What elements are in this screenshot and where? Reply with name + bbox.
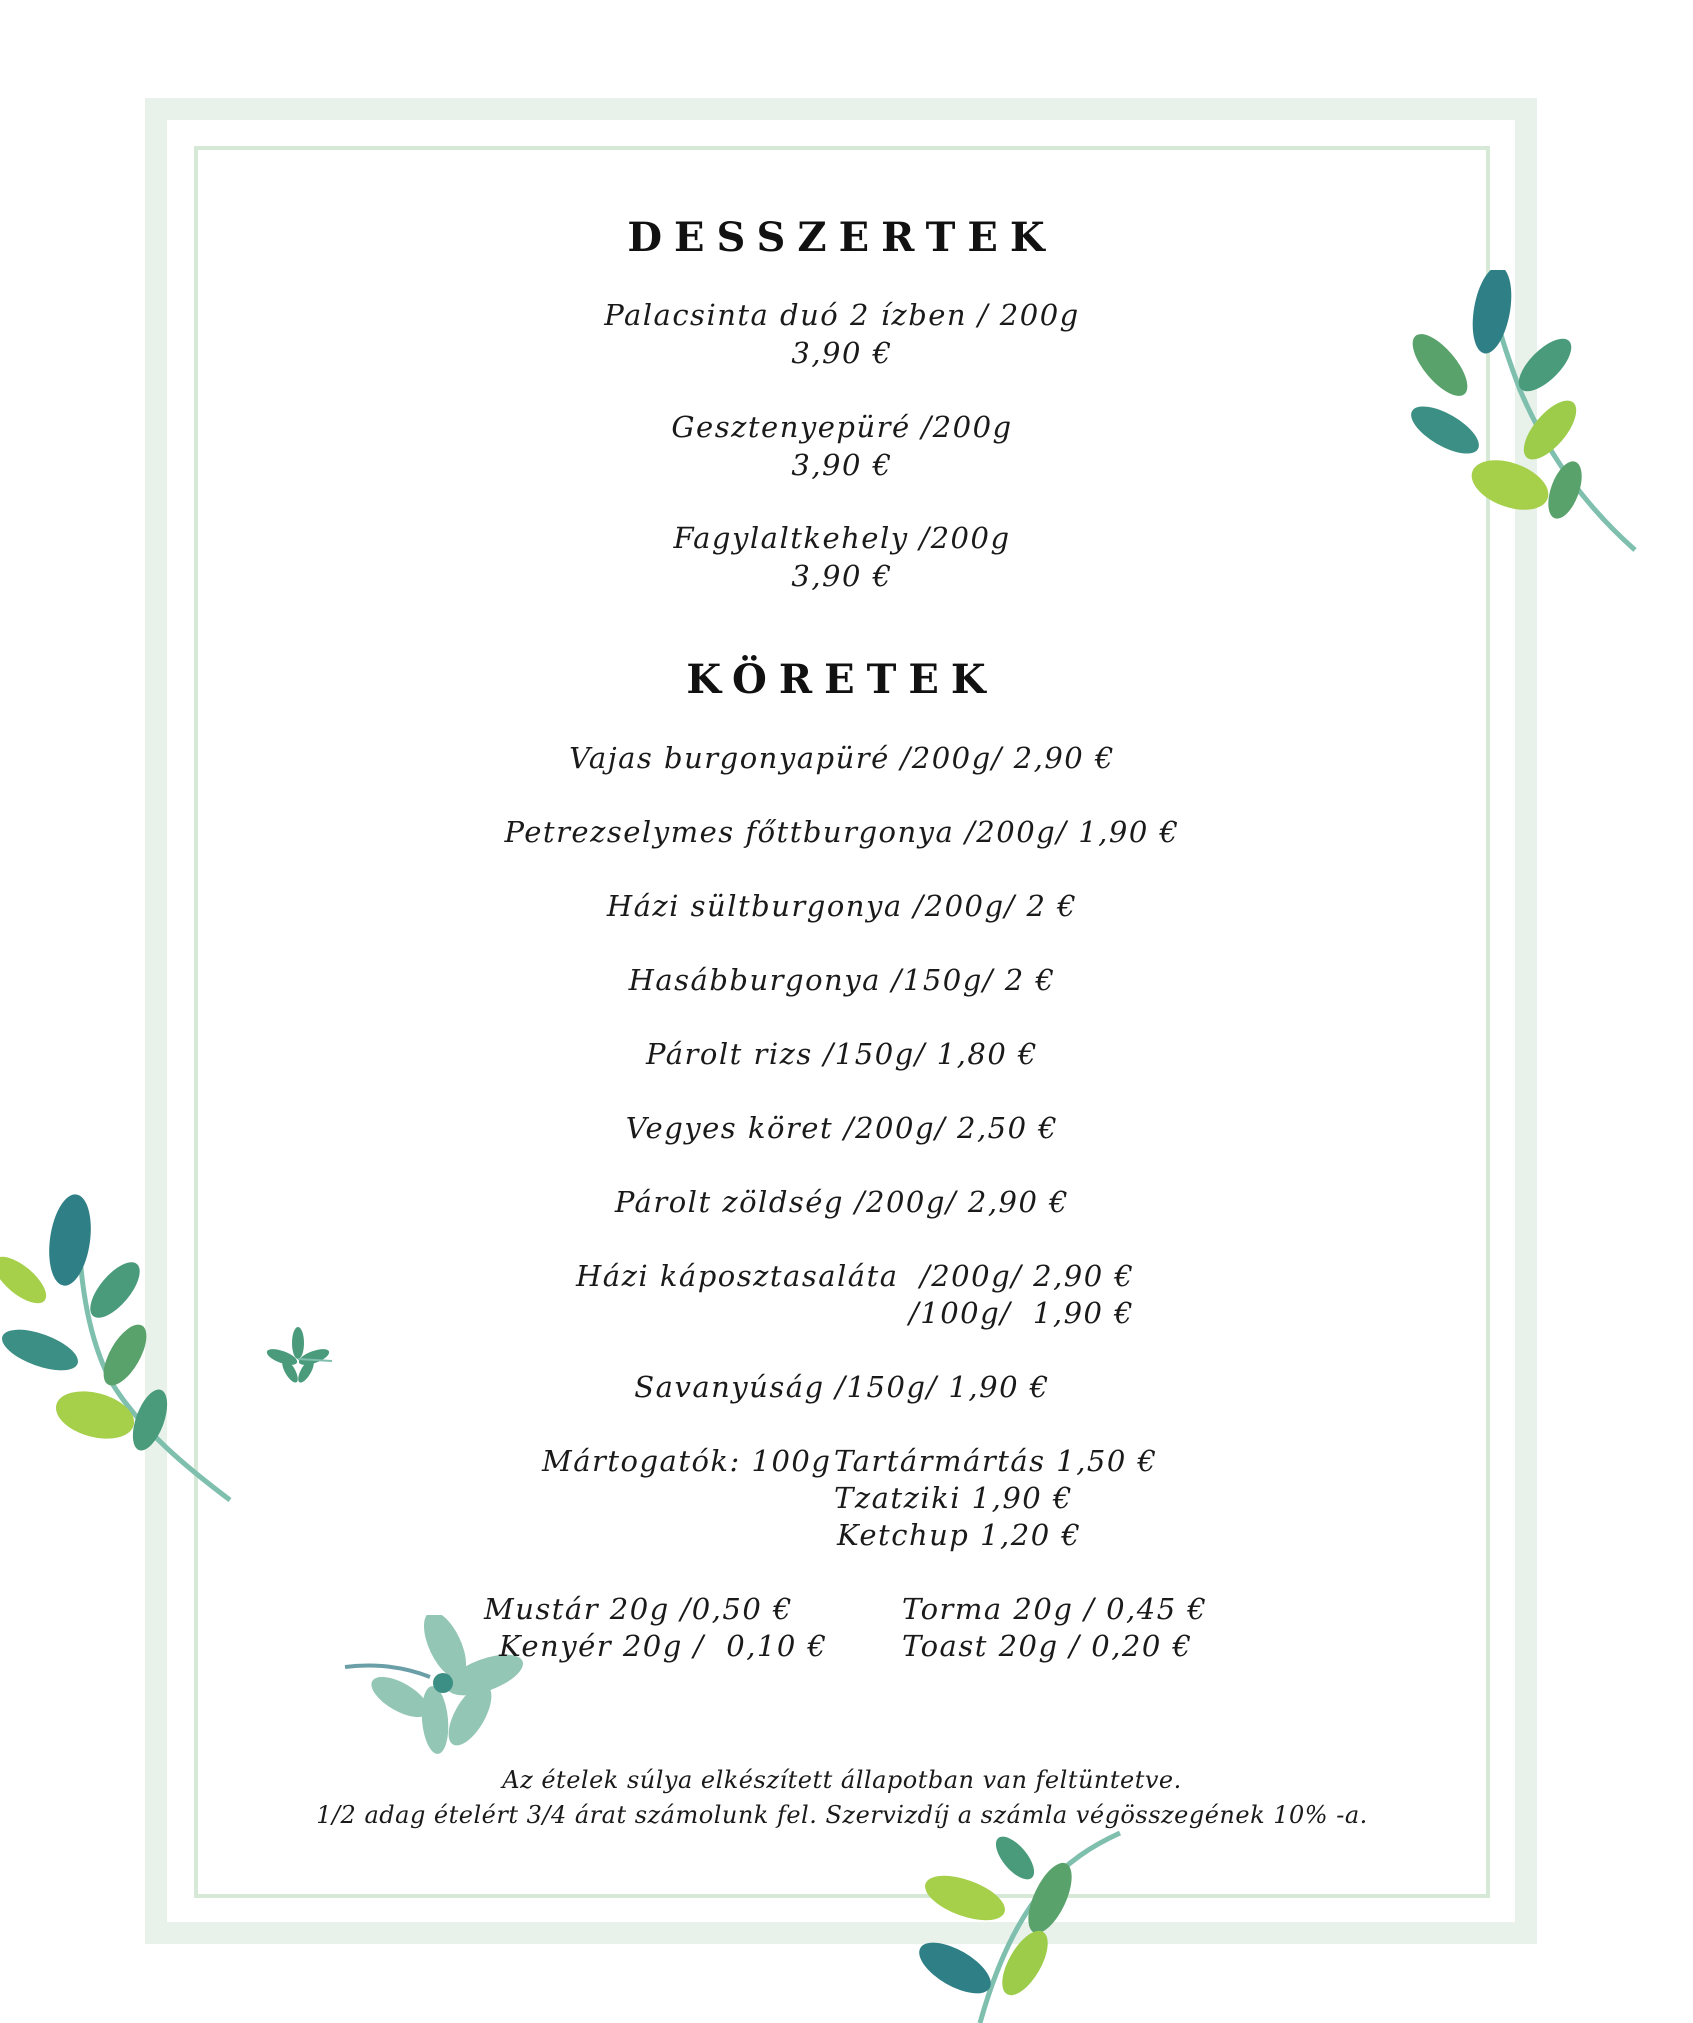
side-item: Házi sültburgonya /200g/ 2 € xyxy=(606,889,1078,923)
dips-label: Mártogatók: 100g xyxy=(542,1444,832,1478)
side-item: Párolt rizs /150g/ 1,80 € xyxy=(646,1037,1038,1071)
extra-item: Toast 20g / 0,20 € xyxy=(902,1629,1193,1663)
dessert-item-name: Gesztenyepüré /200g xyxy=(671,410,1013,444)
cabbage-salad-line: Házi káposztasaláta /200g/ 2,90 € xyxy=(576,1259,1135,1293)
extra-item: Kenyér 20g / 0,10 € xyxy=(499,1629,828,1663)
side-item: Vajas burgonyapüré /200g/ 2,90 € xyxy=(569,741,1115,775)
dessert-item-name: Palacsinta duó 2 ízben / 200g xyxy=(604,298,1080,332)
side-item: Vegyes köret /200g/ 2,50 € xyxy=(625,1111,1059,1145)
pickles-item: Savanyúság /150g/ 1,90 € xyxy=(634,1370,1050,1404)
desserts-title: DESSZERTEK xyxy=(627,214,1057,261)
sides-title: KÖRETEK xyxy=(686,656,998,703)
cabbage-salad-half: /100g/ 1,90 € xyxy=(909,1296,1135,1330)
footnote-line: Az ételek súlya elkészített állapotban van feltüntetve. xyxy=(502,1766,1182,1794)
side-item: Párolt zöldség /200g/ 2,90 € xyxy=(614,1185,1070,1219)
dessert-item-name: Fagylaltkehely /200g xyxy=(673,521,1011,555)
dessert-item-price: 3,90 € xyxy=(791,336,893,370)
dip-item: Tartármártás 1,50 € xyxy=(834,1444,1158,1478)
side-item: Petrezselymes főttburgonya /200g/ 1,90 € xyxy=(504,815,1180,849)
extra-item: Mustár 20g /0,50 € xyxy=(484,1592,793,1626)
dip-item: Tzatziki 1,90 € xyxy=(834,1481,1073,1515)
dessert-item-price: 3,90 € xyxy=(791,448,893,482)
menu-page xyxy=(194,146,1490,1898)
side-item: Hasábburgonya /150g/ 2 € xyxy=(628,963,1056,997)
extra-item: Torma 20g / 0,45 € xyxy=(902,1592,1208,1626)
dessert-item-price: 3,90 € xyxy=(791,559,893,593)
footnote-line: 1/2 adag ételért 3/4 árat számolunk fel. Szervizdíj a számla végösszegének 10% -a. xyxy=(316,1801,1368,1829)
dip-item: Ketchup 1,20 € xyxy=(837,1518,1082,1552)
